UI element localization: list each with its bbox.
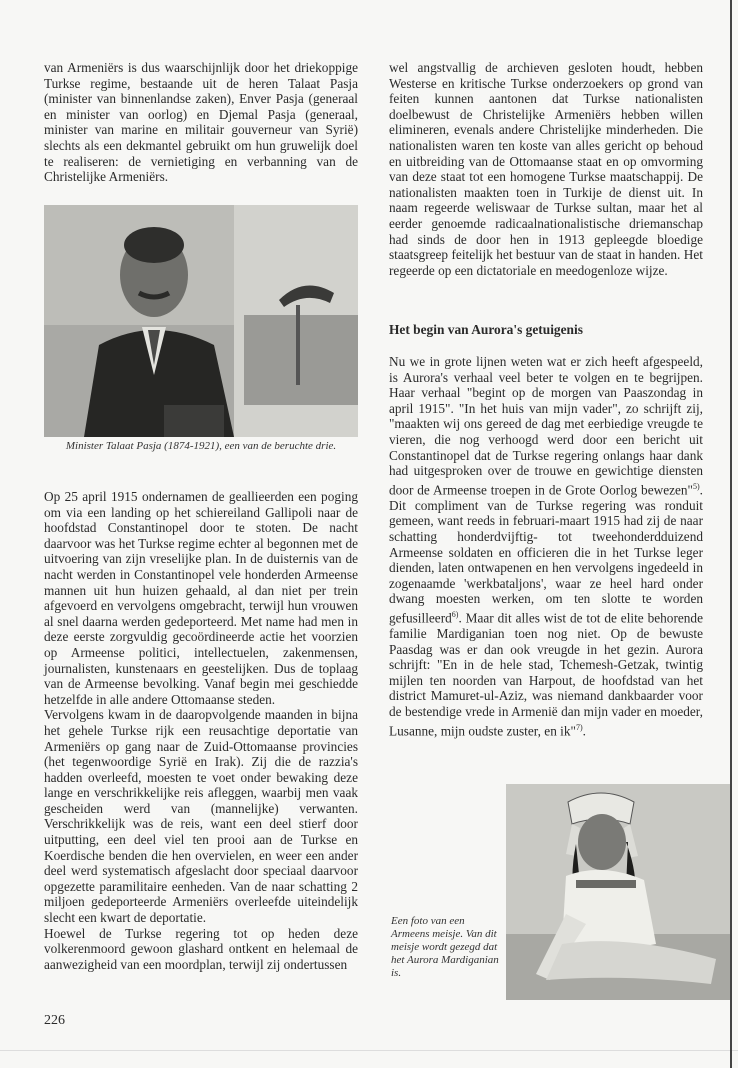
left-column-bottom [44, 489, 358, 972]
footnote-ref: 6) [451, 609, 459, 619]
page-bottom-rule [0, 1050, 738, 1051]
footnote-ref: 5) [693, 481, 700, 491]
page-number: 226 [44, 1013, 65, 1028]
left-column-top [44, 60, 358, 185]
paragraph: wel angstvallig de archieven gesloten houdt, hebben Westerse en kritische Turkse onderzoekers op grond van feiten kunnen aantonen dat Turkse nationalisten doelbewust de Christelijke Armeniërs hebben willen elimineren, evenals andere Christelijke minderheden. Die nationalisten waren ten koste van alles gericht op behoud en uitbreiding van de Ottomaanse staat en op omvorming van deze staat tot een homogene Turkse maatschappij. De nationalisten maakten toen in Turkije de dienst uit. In naam regeerde weliswaar de Turkse sultan, maar het al eerder genoemde radicaalnationalistische driemanschap had sinds de door hen in 1913 gepleegde bloedige staatsgreep feitelijk het bestuur van de staat in handen. Het regeerde op een dictatoriale en meedogenloze wijze. [389, 60, 703, 278]
girl-illustration [506, 784, 732, 1000]
right-column-bottom [389, 354, 703, 739]
paragraph: Hoewel de Turkse regering tot op heden deze volkerenmoord gewoon glashard ontkent en helemaal de aanwezigheid van een moordplan, terwijl zij ondertussen [44, 925, 358, 972]
paragraph: Nu we in grote lijnen weten wat er zich heeft afgespeeld, is Aurora's verhaal veel beter te volgen en te begrijpen. Haar verhaal "begint op de morgen van Paaszondag in april 1915". "In het huis van mijn vader", zo schrijft zij, "maakten wij ons gereed de dag met eerbiedige vreugde te vieren, die nog verhoogd werd door een bericht uit Constantinopel dat de Turkse regering onlangs haar dank had uitgesproken over de trouwe en gewichtige diensten door de Armeense troepen in de Grote Oorlog bewezen"$^{5)}$. Dit compliment van de Turkse regering was ronduit gemeen, want reeds in februari-maart 1915 had zij de naar schatting honderdvijftig- tot tweehonderdduizend Armeense soldaten en officieren die in het Turkse leger dienden, laten ontwapenen en hen vervolgens ingedeeld in zogenaamde 'werkbataljons', waar ze heel hard onder dwang moesten werken, om ten slotte te worden gefusilleerd$^{6)}$. Maar dit alles wist de tot de elite behorende familie Mardiganian toen nog niet. Op de bewuste Paasdag was er dan ook vreugde in het gezin. Aurora schrijft: "En in de hele stad, Tchemesh-Getzak, twintig mijlen ten noorden van Harpout, de hoofdstad van het district Mamuret-ul-Aziz, was niemand dankbaarder voor de bestendige vrede in Armenië dan mijn vader en moeder, Lusanne, mijn oudste zuster, en ik"$^{7)}$. [389, 354, 703, 738]
photo-talaat-pasja [44, 205, 358, 437]
paragraph: Vervolgens kwam in de daaropvolgende maanden in bijna het gehele Turkse rijk een reusachtige deportatie van Armeniërs op gang naar de Zuid-Ottomaanse provincies (het tegenwoordige Syrië en Irak). Zij die de razzia's hadden overleefd, moesten te voet onder bewaking deze lange en verschrikkelijke reis afleggen, waarbij men vaak gescheiden werd van (mannelijke) verwanten. Verschrikkelijk was de reis, want een deel stierf door uitputting, een deel viel ten prooi aan de Turkse en Koerdische benden die hen overvielen, en weer een ander deel werd systematisch afgeslacht door speciaal daarvoor opgezette paramilitaire eenheden. Van de naar schatting 2 miljoen gedeporteerde Armeniërs overleefde uiteindelijk slecht een kwart de deportatie. [44, 707, 358, 926]
right-column-top [389, 60, 703, 278]
portrait-illustration [44, 205, 358, 437]
page-edge [730, 0, 732, 1068]
photo-armenian-girl [506, 784, 732, 1000]
paragraph: Op 25 april 1915 ondernamen de geallieerden een poging om via een landing op het schiereiland Gallipoli naar de hoofdstad Constantinopel door te stoten. De nacht daarvoor was het Turkse regime echter al begonnen met de uitvoering van zijn vreselijke plan. In de duisternis van de nacht werden in Constantinopel vele honderden Armeense mannen uit hun huizen gehaald, al dan niet per trein afgevoerd en vervolgens omgebracht, terwijl hun vrouwen al snel daarna werden gedeporteerd. Met name had men in deze eerste zorgvuldig gecoördineerde actie het voorzien op Armeense politici, intellectuelen, zakenmensen, journalisten, kunstenaars en geestelijken. Dus de toplaag van de Armeense bevolking. Vanaf begin mei geschiedde hetzelfde in alle andere Ottomaanse steden. [44, 489, 358, 707]
photo-caption: Minister Talaat Pasja (1874-1921), een van de beruchte drie. [65, 440, 337, 452]
section-heading: Het begin van Aurora's getuigenis [389, 322, 583, 337]
footnote-ref: 7) [575, 722, 583, 732]
photo-caption: Een foto van een Armeens meisje. Van dit meisje wordt gezegd dat het Aurora Mardiganian is. [391, 915, 499, 979]
paragraph: van Armeniërs is dus waarschijnlijk door het driekoppige Turkse regime, bestaande uit de heren Talaat Pasja (minister van binnenlandse zaken), Enver Pasja (generaal en minister van oorlog) en Djemal Pasja (generaal, minister van marine en militair gouverneur van Syrië) slechts als een dekmantel gebruikt om hun gruwelijk doel te realiseren: de vernietiging en verbanning van de Christelijke Armeniërs. [44, 60, 358, 185]
